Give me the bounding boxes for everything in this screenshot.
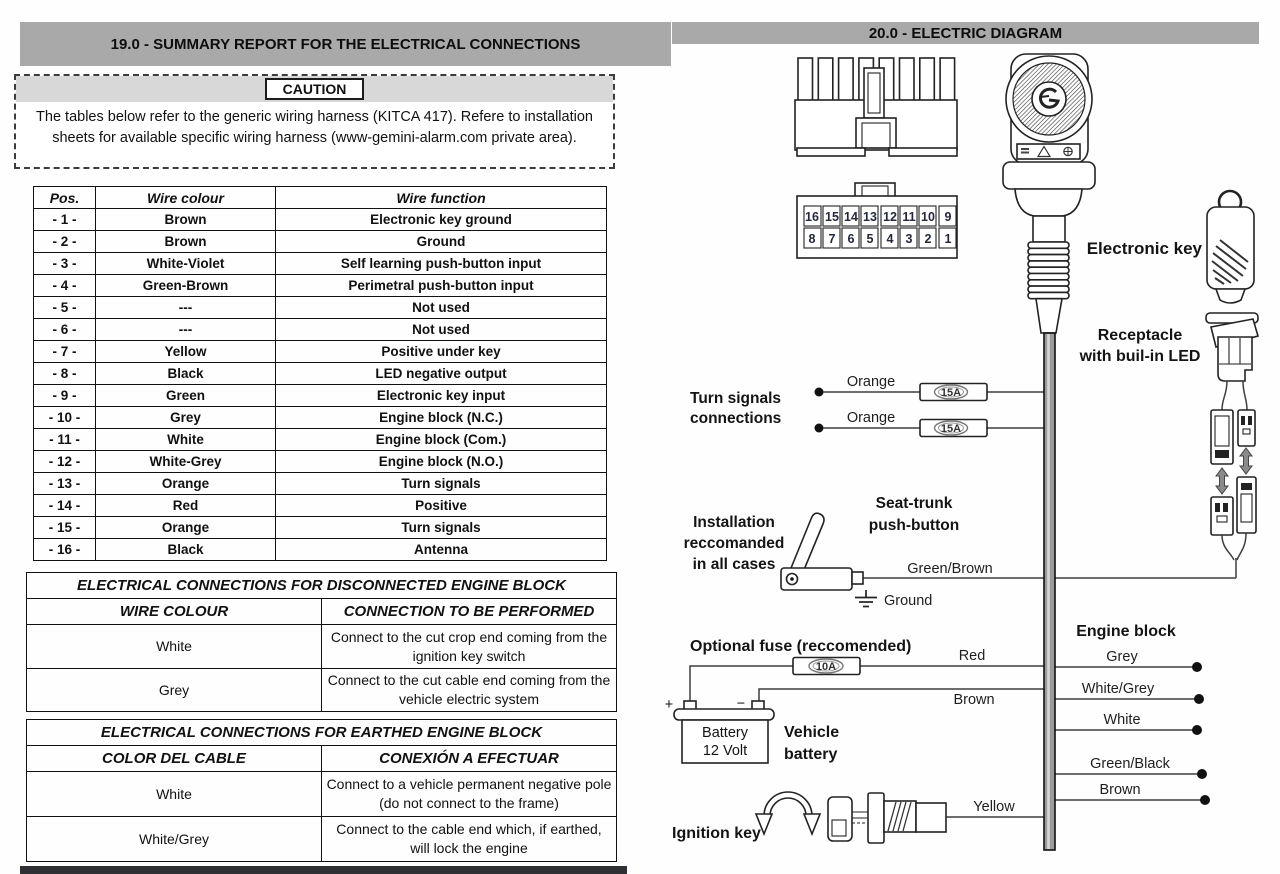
battery-label-line1: Battery <box>702 725 748 741</box>
colour-cell: White <box>96 429 276 451</box>
caution-box <box>14 74 615 169</box>
optional-fuse-label: Optional fuse (reccomended) <box>690 638 912 655</box>
table-row <box>27 625 617 669</box>
turn-signals-label-line2: connections <box>690 410 782 427</box>
table-row <box>34 517 607 539</box>
fuse-rating-label: 15A <box>940 423 962 435</box>
table-row <box>34 297 607 319</box>
section-20-header <box>672 22 1259 44</box>
receptacle-label-line1: Receptacle <box>1097 327 1183 344</box>
function-cell: Positive under key <box>276 341 607 363</box>
battery-minus-sign: − <box>736 696 746 712</box>
installation-note-line3: in all cases <box>692 556 776 573</box>
battery-plus-sign: + <box>664 697 674 713</box>
function-cell: LED negative output <box>276 363 607 385</box>
electronic-key-fob <box>1207 191 1254 303</box>
pos-cell: - 9 - <box>34 385 96 407</box>
table-row <box>34 495 607 517</box>
colour-cell: Orange <box>96 473 276 495</box>
function-cell: Engine block (N.C.) <box>276 407 607 429</box>
function-cell: Antenna <box>276 539 607 561</box>
harness-connector-16pin <box>797 183 957 258</box>
orange-wire-label-2: Orange <box>846 410 896 426</box>
table-header-row <box>27 746 617 772</box>
function-cell: Positive <box>276 495 607 517</box>
colour-cell: Red <box>96 495 276 517</box>
col-header-connection: CONNECTION TO BE PERFORMED <box>322 599 617 625</box>
mating-arrow-left <box>1216 468 1228 494</box>
section-19-title: 19.0 - SUMMARY REPORT FOR THE ELECTRICAL CONNECTIONS <box>110 35 581 53</box>
section-19-header <box>20 22 671 66</box>
table-row <box>34 407 607 429</box>
vehicle-battery <box>665 696 774 763</box>
disconnected-engine-table <box>26 572 617 712</box>
pin-number: 13 <box>863 210 877 224</box>
pin-number: 9 <box>944 210 952 224</box>
mating-arrow-right <box>1240 448 1252 474</box>
colour-cell: White-Grey <box>96 451 276 473</box>
pos-cell: - 11 - <box>34 429 96 451</box>
table-row <box>34 231 607 253</box>
installation-note-line2: reccomanded <box>683 535 785 552</box>
colour-cell: --- <box>96 319 276 341</box>
col-header-pos: Pos. <box>34 187 96 209</box>
main-harness-cable <box>1044 333 1055 850</box>
next-section-header-cutoff <box>20 866 627 874</box>
col-header-cable-colour: COLOR DEL CABLE <box>27 746 322 772</box>
colour-cell: Orange <box>96 517 276 539</box>
table-row <box>34 319 607 341</box>
colour-cell: White/Grey <box>27 817 322 862</box>
table-row <box>34 539 607 561</box>
colour-cell: Green-Brown <box>96 275 276 297</box>
engine-wire-label-grey: Grey <box>1106 649 1138 665</box>
engine-wire-label-green-black: Green/Black <box>1090 756 1170 772</box>
col-header-function: Wire function <box>276 187 607 209</box>
colour-cell: Black <box>96 363 276 385</box>
red-wire-label: Red <box>958 648 986 664</box>
colour-cell: Black <box>96 539 276 561</box>
table-row <box>34 253 607 275</box>
connection-cell: Connect to the cable end which, if earthed, will lock the engine <box>322 817 617 862</box>
ground-symbol <box>855 590 877 607</box>
table-row <box>34 385 607 407</box>
pos-cell: - 15 - <box>34 517 96 539</box>
section-20-title: 20.0 - ELECTRIC DIAGRAM <box>868 24 1063 42</box>
colour-cell: White <box>27 625 322 669</box>
disconnected-table-title: ELECTRICAL CONNECTIONS FOR DISCONNECTED ENGINE BLOCK <box>27 573 617 599</box>
caution-label: CAUTION <box>265 78 365 100</box>
table-title-row <box>27 573 617 599</box>
connection-cell: Connect to the cut crop end coming from the ignition key switch <box>322 625 617 669</box>
colour-cell: White-Violet <box>96 253 276 275</box>
pin-number: 15 <box>825 210 839 224</box>
pin-number: 5 <box>866 232 874 246</box>
table-row <box>34 341 607 363</box>
fuse-15a-bottom <box>920 420 987 437</box>
pin-number: 4 <box>886 232 894 246</box>
colour-cell: Grey <box>96 407 276 429</box>
colour-cell: Brown <box>96 231 276 253</box>
function-cell: Ground <box>276 231 607 253</box>
table-row <box>27 772 617 817</box>
function-cell: Electronic key input <box>276 385 607 407</box>
pin-number: 1 <box>944 232 952 246</box>
function-cell: Turn signals <box>276 473 607 495</box>
siren-unit <box>1003 54 1095 333</box>
electric-diagram <box>660 45 1260 860</box>
pin-number: 11 <box>902 210 916 224</box>
engine-wire-label-white-grey: White/Grey <box>1081 681 1155 697</box>
yellow-wire-label: Yellow <box>973 799 1015 815</box>
vehicle-battery-label-line2: battery <box>784 746 838 763</box>
pos-cell: - 2 - <box>34 231 96 253</box>
function-cell: Turn signals <box>276 517 607 539</box>
table-row <box>34 209 607 231</box>
pos-cell: - 16 - <box>34 539 96 561</box>
connection-cell: Connect to the cut cable end coming from the vehicle electric system <box>322 669 617 712</box>
engine-wire-label-white: White <box>1103 712 1141 728</box>
ignition-key-switch <box>756 792 946 843</box>
pin-number: 3 <box>905 232 913 246</box>
earthed-engine-table <box>26 719 617 862</box>
receptacle-assembly <box>1206 313 1258 578</box>
pos-cell: - 10 - <box>34 407 96 429</box>
pos-cell: - 13 - <box>34 473 96 495</box>
table-row <box>27 817 617 862</box>
seat-trunk-label-line2: push-button <box>868 517 960 534</box>
table-row <box>34 473 607 495</box>
function-cell: Self learning push-button input <box>276 253 607 275</box>
fuse-rating-label: 15A <box>940 387 962 399</box>
col-header-colour: Wire colour <box>96 187 276 209</box>
pin-number: 2 <box>924 232 932 246</box>
colour-cell: Brown <box>96 209 276 231</box>
pin-number: 10 <box>921 210 935 224</box>
ignition-key-label: Ignition key <box>672 825 761 842</box>
pos-cell: - 6 - <box>34 319 96 341</box>
col-header-conexion: CONEXIÓN A EFECTUAR <box>322 746 617 772</box>
function-cell: Engine block (N.O.) <box>276 451 607 473</box>
function-cell: Electronic key ground <box>276 209 607 231</box>
fuse-15a-top <box>920 384 987 401</box>
pos-cell: - 5 - <box>34 297 96 319</box>
colour-cell: Yellow <box>96 341 276 363</box>
turn-signals-label-line1: Turn signals <box>690 390 782 407</box>
pos-cell: - 7 - <box>34 341 96 363</box>
green-brown-wire-label: Green/Brown <box>907 561 993 577</box>
pin-number: 16 <box>805 210 819 224</box>
table-title-row <box>27 720 617 746</box>
pos-cell: - 14 - <box>34 495 96 517</box>
harness-connector-male <box>795 58 957 156</box>
pos-cell: - 12 - <box>34 451 96 473</box>
engine-block-label: Engine block <box>1076 623 1176 640</box>
pos-cell: - 3 - <box>34 253 96 275</box>
ground-label: Ground <box>884 593 933 609</box>
vehicle-battery-label-line1: Vehicle <box>784 724 840 741</box>
pin-number: 7 <box>828 232 836 246</box>
table-row <box>27 669 617 712</box>
seat-trunk-push-button <box>781 513 877 606</box>
pin-number: 8 <box>808 232 816 246</box>
function-cell: Not used <box>276 297 607 319</box>
pos-cell: - 8 - <box>34 363 96 385</box>
pin-number: 12 <box>883 210 897 224</box>
table-row <box>34 451 607 473</box>
pos-cell: - 1 - <box>34 209 96 231</box>
caution-text: The tables below refer to the generic wiring harness (KITCA 417). Refere to installation sheets for available specific wiring harness (www-gemini-alarm.com private area). <box>36 109 593 146</box>
function-cell: Perimetral push-button input <box>276 275 607 297</box>
fuse-10a <box>793 658 860 675</box>
pin-number: 6 <box>847 232 855 246</box>
colour-cell: Green <box>96 385 276 407</box>
col-header-wire-colour: WIRE COLOUR <box>27 599 322 625</box>
electronic-key-label: Electronic key <box>1086 239 1202 258</box>
seat-trunk-label-line1: Seat-trunk <box>875 495 953 512</box>
caution-band <box>16 76 613 102</box>
table-row <box>34 363 607 385</box>
battery-label-line2: 12 Volt <box>702 743 748 759</box>
pos-cell: - 4 - <box>34 275 96 297</box>
table-header-row <box>27 599 617 625</box>
orange-wire-label-1: Orange <box>846 374 896 390</box>
connection-cell: Connect to a vehicle permanent negative pole (do not connect to the frame) <box>322 772 617 817</box>
colour-cell: Grey <box>27 669 322 712</box>
colour-cell: --- <box>96 297 276 319</box>
function-cell: Not used <box>276 319 607 341</box>
siren-cable-gland <box>1028 242 1069 299</box>
function-cell: Engine block (Com.) <box>276 429 607 451</box>
earthed-table-title: ELECTRICAL CONNECTIONS FOR EARTHED ENGINE BLOCK <box>27 720 617 746</box>
pin-number: 14 <box>844 210 858 224</box>
installation-note-line1: Installation <box>693 514 775 531</box>
brown-wire-label: Brown <box>953 692 995 708</box>
fuse-rating-label: 10A <box>815 661 837 673</box>
receptacle-label-line2: with buil-in LED <box>1079 348 1201 365</box>
wire-summary-table <box>33 186 607 561</box>
colour-cell: White <box>27 772 322 817</box>
diagram-wires <box>690 388 1236 818</box>
engine-wire-label-brown: Brown <box>1099 782 1141 798</box>
table-row <box>34 275 607 297</box>
table-row <box>34 429 607 451</box>
table-header-row <box>34 187 607 209</box>
